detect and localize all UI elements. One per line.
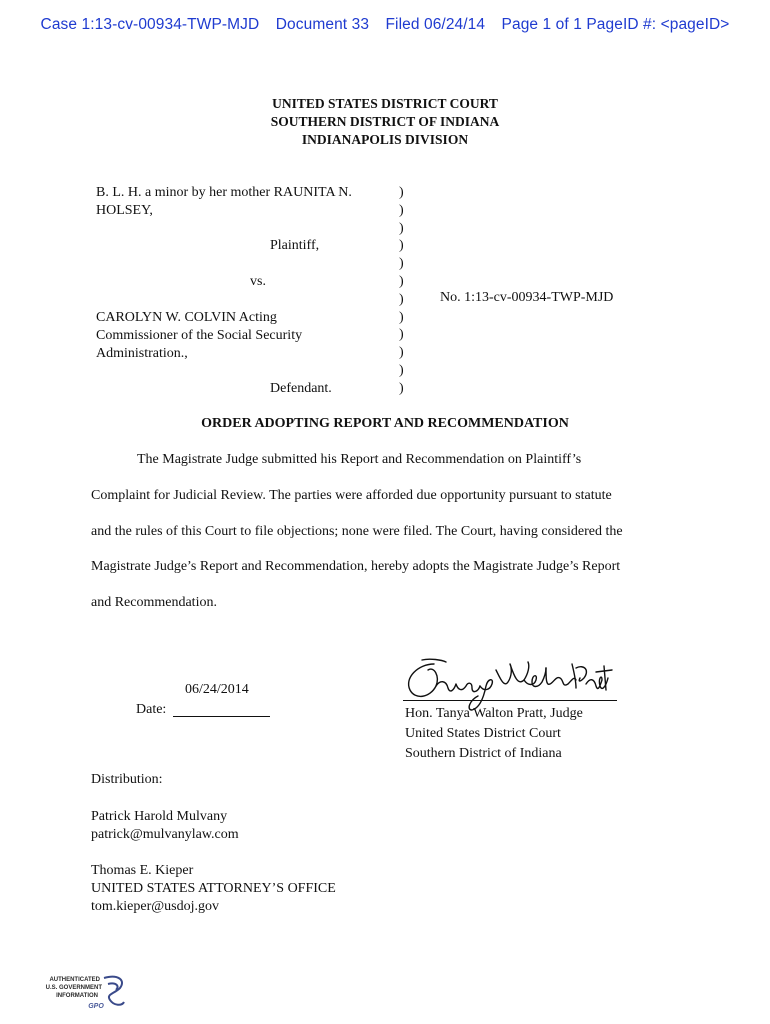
case-number: No. 1:13-cv-00934-TWP-MJD [440,290,614,305]
order-title: ORDER ADOPTING REPORT AND RECOMMENDATION [201,416,569,431]
date-label: Date: [136,702,167,717]
plaintiff-role: Plaintiff, [270,238,320,253]
svg-text:AUTHENTICATED: AUTHENTICATED [49,977,100,983]
page-stamp: Page 1 of 1 PageID #: <pageID> [501,16,730,33]
document-stamp: Document 33 [275,16,370,33]
order-date: 06/24/2014 [185,682,249,697]
order-body-line: and the rules of this Court to file objections; none were filed. The Court, having considered the [91,524,623,539]
recipient-name: Patrick Harold Mulvany [91,809,228,824]
filing-header-stamp [0,16,770,34]
gpo-authentication-seal [44,972,130,1012]
order-body-line: Magistrate Judge’s Report and Recommendation, hereby adopts the Magistrate Judge’s Report [91,559,621,574]
svg-text:GPO: GPO [88,1003,104,1010]
caption-divider: ) ) ) ) ) ) ) ) ) ) ) ) [399,185,404,396]
plaintiff-name: B. L. H. a minor by her mother RAUNITA N. HOLSEY, [96,185,352,218]
filed-stamp: Filed 06/24/14 [385,16,486,33]
court-district: SOUTHERN DISTRICT OF INDIANA [270,114,500,129]
signature-line [403,700,617,701]
order-body-line: Complaint for Judicial Review. The parties were afforded due opportunity pursuant to statute [91,488,612,503]
distribution-label: Distribution: [91,772,163,787]
svg-text:U.S. GOVERNMENT: U.S. GOVERNMENT [45,985,102,991]
recipient-office: UNITED STATES ATTORNEY’S OFFICE [91,881,336,896]
recipient-block [91,862,336,916]
recipient-block [91,808,239,844]
court-division: INDIANAPOLIS DIVISION [301,132,469,147]
recipient-name: Thomas E. Kieper [91,863,194,878]
recipient-email: patrick@mulvanylaw.com [91,827,239,842]
order-body-line: The Magistrate Judge submitted his Report and Recommendation on Plaintiff’s [137,452,582,467]
judge-court: United States District Court [405,726,561,741]
svg-text:INFORMATION: INFORMATION [56,993,98,999]
judge-signature [400,656,615,712]
defendant-role: Defendant. [270,381,332,396]
court-heading [0,95,770,149]
case-stamp: Case 1:13-cv-00934-TWP-MJD [40,16,260,33]
defendant-name: CAROLYN W. COLVIN Acting Commissioner of the Social Security Administration., [96,310,303,361]
versus-label: vs. [250,274,266,289]
judge-name: Hon. Tanya Walton Pratt, Judge [405,706,583,721]
recipient-email: tom.kieper@usdoj.gov [91,899,219,914]
court-name: UNITED STATES DISTRICT COURT [272,96,498,111]
date-underline [173,716,270,717]
judge-district: Southern District of Indiana [405,746,562,761]
order-body-line: and Recommendation. [91,595,217,610]
